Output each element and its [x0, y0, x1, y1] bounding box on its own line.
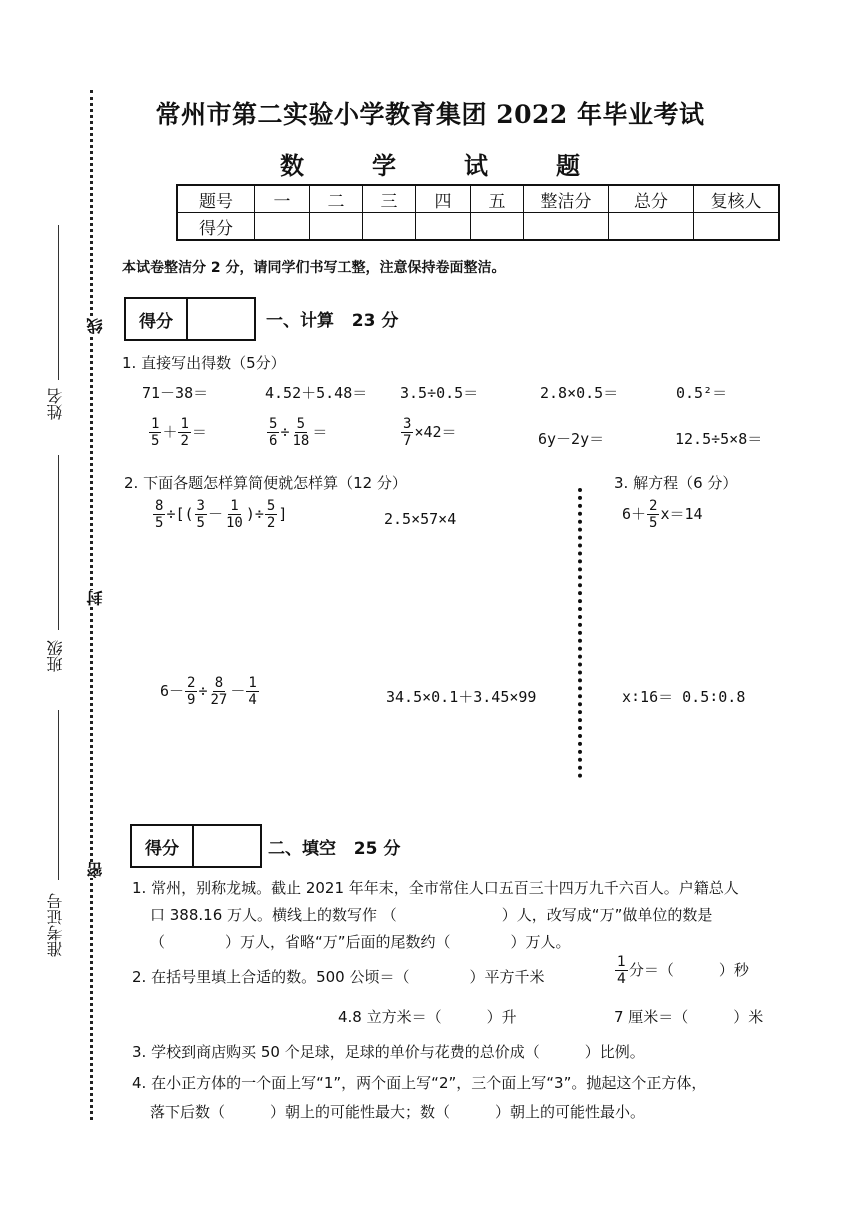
score-row-label: 得分 — [177, 213, 255, 241]
score-header-cell: 三 — [363, 185, 416, 213]
q1-item: 2.8×0.5＝ — [540, 384, 619, 402]
neatness-note: 本试卷整洁分 2 分，请同学们书写工整，注意保持卷面整洁。 — [122, 260, 506, 276]
q2-problem-b: 2.5×57×4 — [384, 510, 457, 528]
section2-score-box — [130, 824, 262, 868]
q3-equation-b: x∶16＝ 0.5∶0.8 — [622, 688, 746, 706]
q2-problem-d: 34.5×0.1＋3.45×99 — [386, 688, 537, 706]
q1-item: 0.5²＝ — [676, 384, 728, 402]
subtitle-char: 试 — [464, 151, 488, 180]
name-label: 姓名 — [46, 388, 65, 420]
fill-q2-line2a: 4.8 立方米＝（ ）升 — [338, 1008, 517, 1026]
fill-q4-line2: 落下后数（ ）朝上的可能性最大；数（ ）朝上的可能性最小。 — [150, 1103, 646, 1121]
q1-item: 4.52＋5.48＝ — [265, 384, 368, 402]
score-cell[interactable] — [255, 213, 310, 241]
score-table-header-row — [177, 185, 779, 213]
fill-q4-line1: 4. 在小正方体的一个面上写“1”，两个面上写“2”，三个面上写“3”。抛起这个正方体， — [132, 1074, 707, 1092]
score-header-cell: 二 — [310, 185, 363, 213]
seal-char-seal: 封 — [86, 590, 105, 606]
section1-score-input[interactable] — [188, 299, 254, 339]
section2-title: 二、填空 25 分 — [268, 839, 401, 859]
page-subtitle — [0, 146, 860, 181]
q2-problem-c: 6－ $\frac{2}{9}$ ÷ $\frac{8}{27}$ － $\frac{1}{4}$ — [160, 675, 257, 708]
q3-title: 3. 解方程（6 分） — [614, 474, 738, 492]
fill-q2-line1a: 2. 在括号里填上合适的数。500 公顷＝（ ）平方千米 — [132, 968, 545, 986]
page-title: 常州市第二实验小学教育集团 2022 年毕业考试 — [155, 100, 705, 129]
section2-score-input[interactable] — [194, 826, 260, 866]
score-header-cell: 总分 — [609, 185, 694, 213]
subtitle-char: 数 — [280, 151, 304, 180]
score-cell[interactable] — [609, 213, 694, 241]
fill-q3: 3. 学校到商店购买 50 个足球，足球的单价与花费的总价成（ ）比例。 — [132, 1043, 645, 1061]
subtitle-char: 学 — [372, 151, 396, 180]
score-table — [176, 184, 780, 241]
section1-score-label: 得分 — [126, 299, 188, 339]
subtitle-char: 题 — [556, 151, 580, 180]
fill-q2-line1b: $\frac{1}{4}$ 分＝（ ）秒 — [617, 954, 749, 987]
column-divider — [578, 488, 582, 778]
q1-item: 3.5÷0.5＝ — [400, 384, 479, 402]
q1-item: 71－38＝ — [142, 384, 209, 402]
score-header-cell: 四 — [416, 185, 471, 213]
score-header-cell: 五 — [471, 185, 524, 213]
seal-char-dense: 密 — [86, 862, 105, 878]
score-cell[interactable] — [524, 213, 609, 241]
q1-fraction-item: $\frac{1}{5}$ ＋ $\frac{1}{2}$ ＝ — [151, 416, 207, 449]
fill-q1-line2: 口 388.16 万人。横线上的数写作 （ ）人，改写成“万”做单位的数是 — [150, 906, 713, 924]
q1-title: 1. 直接写出得数（5分） — [122, 354, 286, 372]
name-fill-line — [58, 225, 59, 380]
q1-fraction-item: $\frac{3}{7}$ ×42＝ — [403, 416, 457, 449]
q2-problem-a: $\frac{8}{5}$ ÷[( $\frac{3}{5}$ － $\frac{1}{10}$ )÷ $\frac{5}{2}$ ] — [155, 498, 288, 531]
score-cell[interactable] — [416, 213, 471, 241]
score-cell[interactable] — [471, 213, 524, 241]
q2-title: 2. 下面各题怎样算简便就怎样算（12 分） — [124, 474, 407, 492]
q1-item: 12.5÷5×8＝ — [675, 430, 763, 448]
fill-q2-line2b: 7 厘米＝（ ）米 — [614, 1008, 764, 1026]
score-cell[interactable] — [310, 213, 363, 241]
section2-score-label: 得分 — [132, 826, 194, 866]
score-header-cell: 整洁分 — [524, 185, 609, 213]
class-fill-line — [58, 455, 59, 630]
seal-char-line: 线 — [86, 318, 105, 334]
score-header-cell: 复核人 — [694, 185, 780, 213]
q1-fraction-item: $\frac{5}{6}$ ÷ $\frac{5}{18}$ ＝ — [269, 416, 328, 449]
id-fill-line — [58, 710, 59, 880]
score-header-cell: 一 — [255, 185, 310, 213]
section1-title: 一、计算 23 分 — [266, 311, 399, 331]
q1-item: 6y－2y＝ — [538, 430, 605, 448]
fill-q1-line1: 1. 常州，别称龙城。截止 2021 年年末，全市常住人口五百三十四万九千六百人。户籍总人 — [132, 879, 739, 897]
id-label: 准考证号 — [46, 893, 65, 957]
score-cell[interactable] — [363, 213, 416, 241]
class-label: 班级 — [46, 640, 65, 672]
q3-equation-a: 6＋ $\frac{2}{5}$ x＝14 — [622, 498, 703, 531]
score-header-cell: 题号 — [177, 185, 255, 213]
fill-q1-line3: （ ）万人，省略“万”后面的尾数约（ ）万人。 — [150, 933, 571, 951]
score-cell[interactable] — [694, 213, 780, 241]
score-table-row — [177, 213, 779, 241]
section1-score-box — [124, 297, 256, 341]
